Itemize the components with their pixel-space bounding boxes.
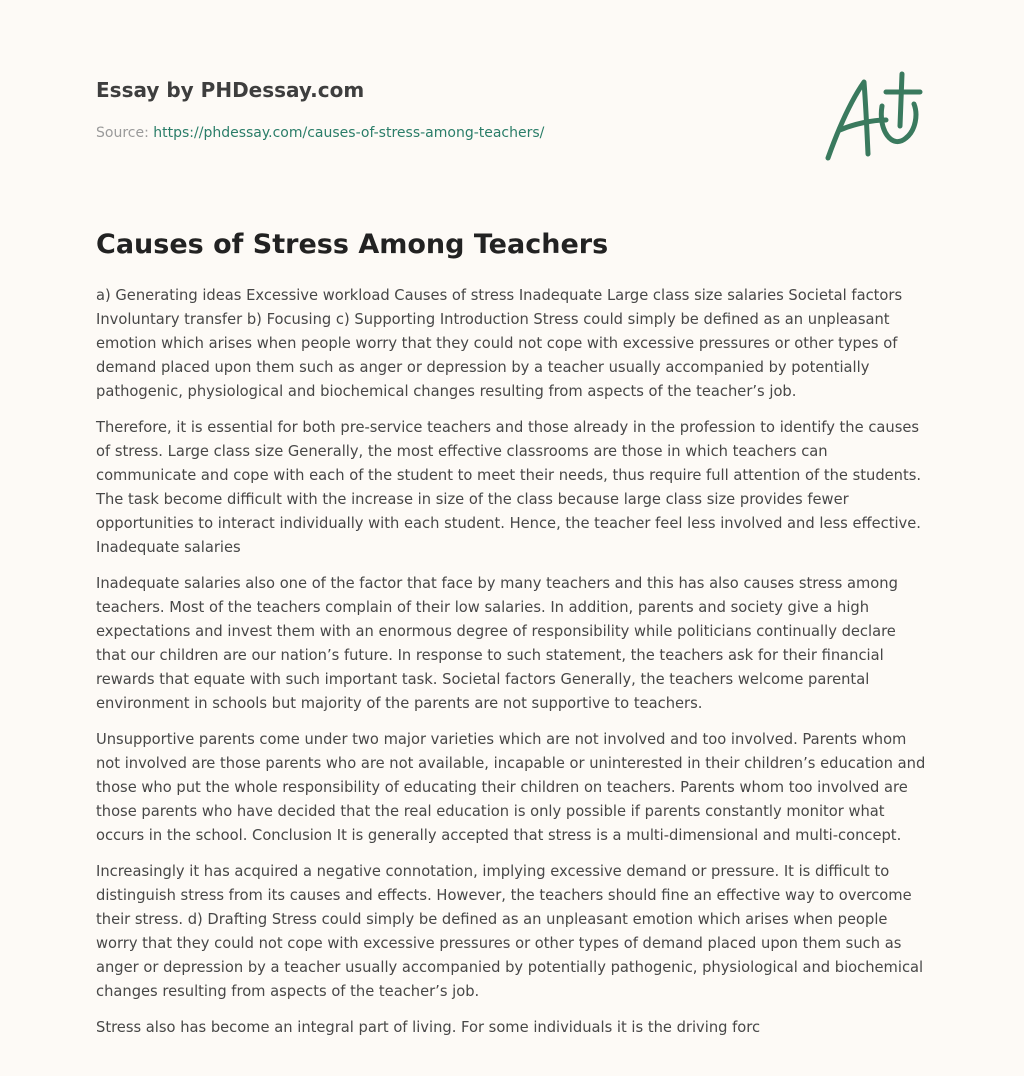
source-link[interactable]: https://phdessay.com/causes-of-stress-among-teachers/ — [153, 125, 545, 141]
brand-title: Essay by PHDessay.com — [96, 78, 365, 102]
essay-title: Causes of Stress Among Teachers — [96, 229, 609, 260]
essay-paragraph: Inadequate salaries also one of the factor that face by many teachers and this has also causes stress among teachers. Most of the teachers complain of their low salaries. In addition, parents and society give a high expectations and invest them with an enormous degree of responsibility while politicians continually declare that our children are our nation’s future. In response to such statement, the teachers ask for their financial rewards that equate with such important task. Societal factors Generally, the teachers welcome parental environment in schools but majority of the parents are not supportive to teachers. — [96, 575, 898, 712]
essay-page — [96, 0, 928, 1076]
essay-paragraph: Stress also has become an integral part of living. For some individuals it is the driving forc — [96, 1019, 761, 1036]
source-label: Source: — [96, 125, 154, 141]
source-line — [96, 123, 544, 143]
essay-body — [96, 284, 930, 1052]
essay-paragraph: Unsupportive parents come under two major varieties which are not involved and too involved. Parents whom not involved are those parents who are not available, incapable or uninterested in their children’s education and those who put the whole responsibility of educating their children on teachers. Parents whom too involved are those parents who have decided that the real education is only possible if parents constantly monitor what occurs in the school. Conclusion It is generally accepted that stress is a multi-dimensional and multi-concept. — [96, 731, 926, 844]
a-plus-grade-icon — [824, 68, 924, 164]
essay-paragraph: a) Generating ideas Excessive workload Causes of stress Inadequate Large class size salaries Societal factors Involuntary transfer b) Focusing c) Supporting Introduction Stress could simply be defined as an unpleasant emotion which arises when people worry that they could not cope with excessive pressures or other types of demand placed upon them such as anger or depression by a teacher usually accompanied by potentially pathogenic, physiological and biochemical changes resulting from aspects of the teacher’s job. — [96, 287, 903, 400]
essay-paragraph: Therefore, it is essential for both pre-service teachers and those already in the profession to identify the causes of stress. Large class size Generally, the most effective classrooms are those in which teachers can communicate and cope with each of the student to meet their needs, thus require full attention of the students. The task become difficult with the increase in size of the class because large class size provides fewer opportunities to interact individually with each student. Hence, the teacher feel less involved and less effective. Inadequate salaries — [96, 419, 922, 556]
essay-paragraph: Increasingly it has acquired a negative connotation, implying excessive demand or pressure. It is difficult to distinguish stress from its causes and effects. However, the teachers should fine an effective way to overcome their stress. d) Drafting Stress could simply be defined as an unpleasant emotion which arises when people worry that they could not cope with excessive pressures or other types of demand placed upon them such as anger or depression by a teacher usually accompanied by potentially pathogenic, physiological and biochemical changes resulting from aspects of the teacher’s job. — [96, 863, 924, 1000]
